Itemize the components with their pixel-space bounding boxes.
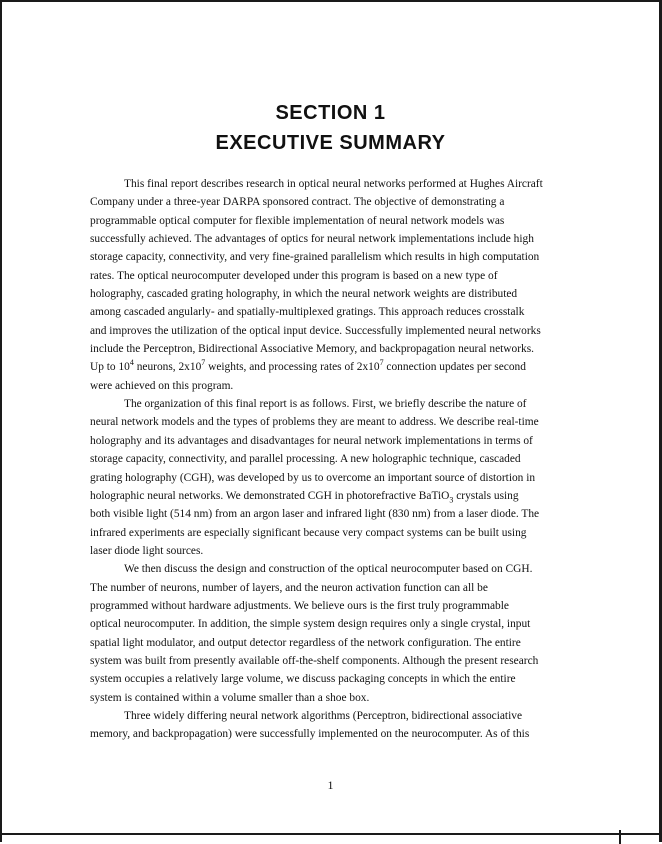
text-line: optical neurocomputer. In addition, the simple system design requires only a single crystal, input [90, 618, 531, 631]
text-line: among cascaded angularly- and spatially-multiplexed gratings. This approach reduces crosstalk [90, 306, 525, 319]
text-line: We then discuss the design and construction of the optical neurocomputer based on CGH. [124, 563, 533, 576]
section-title: EXECUTIVE SUMMARY [215, 132, 446, 154]
text-line: memory, and backpropagation) were successfully implemented on the neurocomputer. As of this [90, 728, 530, 741]
exponent: 4 [129, 358, 134, 368]
text-line: spatial light modulator, and output detector regardless of the network configuration. The entire [90, 636, 521, 649]
text-line: holography and its advantages and disadvantages for neural network implementations in terms of [90, 434, 533, 447]
crystal-text-1: holographic neural networks. We demonstrated CGH in photorefractive BaTiO [90, 489, 450, 502]
text-line: system was built from presently available off-the-shelf components. Although the present research [90, 654, 539, 667]
text-line: were achieved on this program. [90, 379, 234, 392]
exponent: 7 [379, 358, 384, 368]
text-line: storage capacity, connectivity, and parallel processing. A new holographic technique, cascaded [90, 453, 521, 466]
page-bottom-rule [2, 833, 659, 835]
exponent: 7 [201, 358, 206, 368]
text-line: grating holography (CGH), was developed by us to overcome an important source of distortion in [90, 471, 536, 484]
text-line: storage capacity, connectivity, and very fine-grained parallelism which results in high computation [90, 251, 540, 264]
text-line: Three widely differing neural network algorithms (Perceptron, bidirectional associative [124, 709, 523, 722]
body-text [90, 175, 570, 744]
rates-text-2: neurons, 2x10 [133, 361, 202, 374]
text-line: holography, cascaded grating holography, in which the neural network weights are distributed [90, 288, 518, 301]
text-line: system occupies a relatively large volume, we discuss packaging concepts in which the entire [90, 673, 516, 686]
text-line: and improves the utilization of the optical input device. Successfully implemented neural networks [90, 324, 541, 337]
text-line: The number of neurons, number of layers, and the neuron activation function can all be [90, 581, 488, 594]
subscript: 3 [449, 495, 454, 505]
text-line-rates [90, 358, 570, 376]
text-line: both visible light (514 nm) from an argon laser and infrared light (830 nm) from a laser diode. The [90, 508, 540, 521]
text-line: successfully achieved. The advantages of optics for neural network implementations include high [90, 233, 534, 246]
rates-text-1: Up to 10 [90, 361, 130, 374]
text-line: include the Perceptron, Bidirectional Associative Memory, and backpropagation neural networks. [90, 343, 534, 356]
text-line: infrared experiments are especially significant because very compact systems can be built using [90, 526, 527, 539]
text-line: rates. The optical neurocomputer developed under this program is based on a new type of [90, 269, 498, 282]
crystal-text-2: crystals using [453, 489, 519, 502]
text-line: This final report describes research in optical neural networks performed at Hughes Aircraft [124, 178, 543, 190]
section-heading [2, 100, 659, 156]
text-line: Company under a three-year DARPA sponsored contract. The objective of demonstrating a [90, 196, 505, 209]
text-line: programmable optical computer for flexible implementation of neural network models was [90, 214, 505, 227]
text-line: programmed without hardware adjustments. We believe ours is the first truly programmable [90, 599, 509, 612]
rates-text-4: connection updates per second [383, 361, 526, 374]
rates-text-3: weights, and processing rates of 2x10 [205, 361, 380, 374]
text-line: laser diode light sources. [90, 544, 204, 557]
text-line: The organization of this final report is as follows. First, we briefly describe the nature of [124, 398, 527, 411]
page-number: 1 [327, 778, 334, 792]
text-line: system is contained within a volume smaller than a shoe box. [90, 691, 370, 704]
text-line: neural network models and the types of problems they are meant to address. We describe real-time [90, 416, 539, 429]
text-line-crystal [90, 487, 570, 505]
section-number: SECTION 1 [275, 102, 386, 124]
